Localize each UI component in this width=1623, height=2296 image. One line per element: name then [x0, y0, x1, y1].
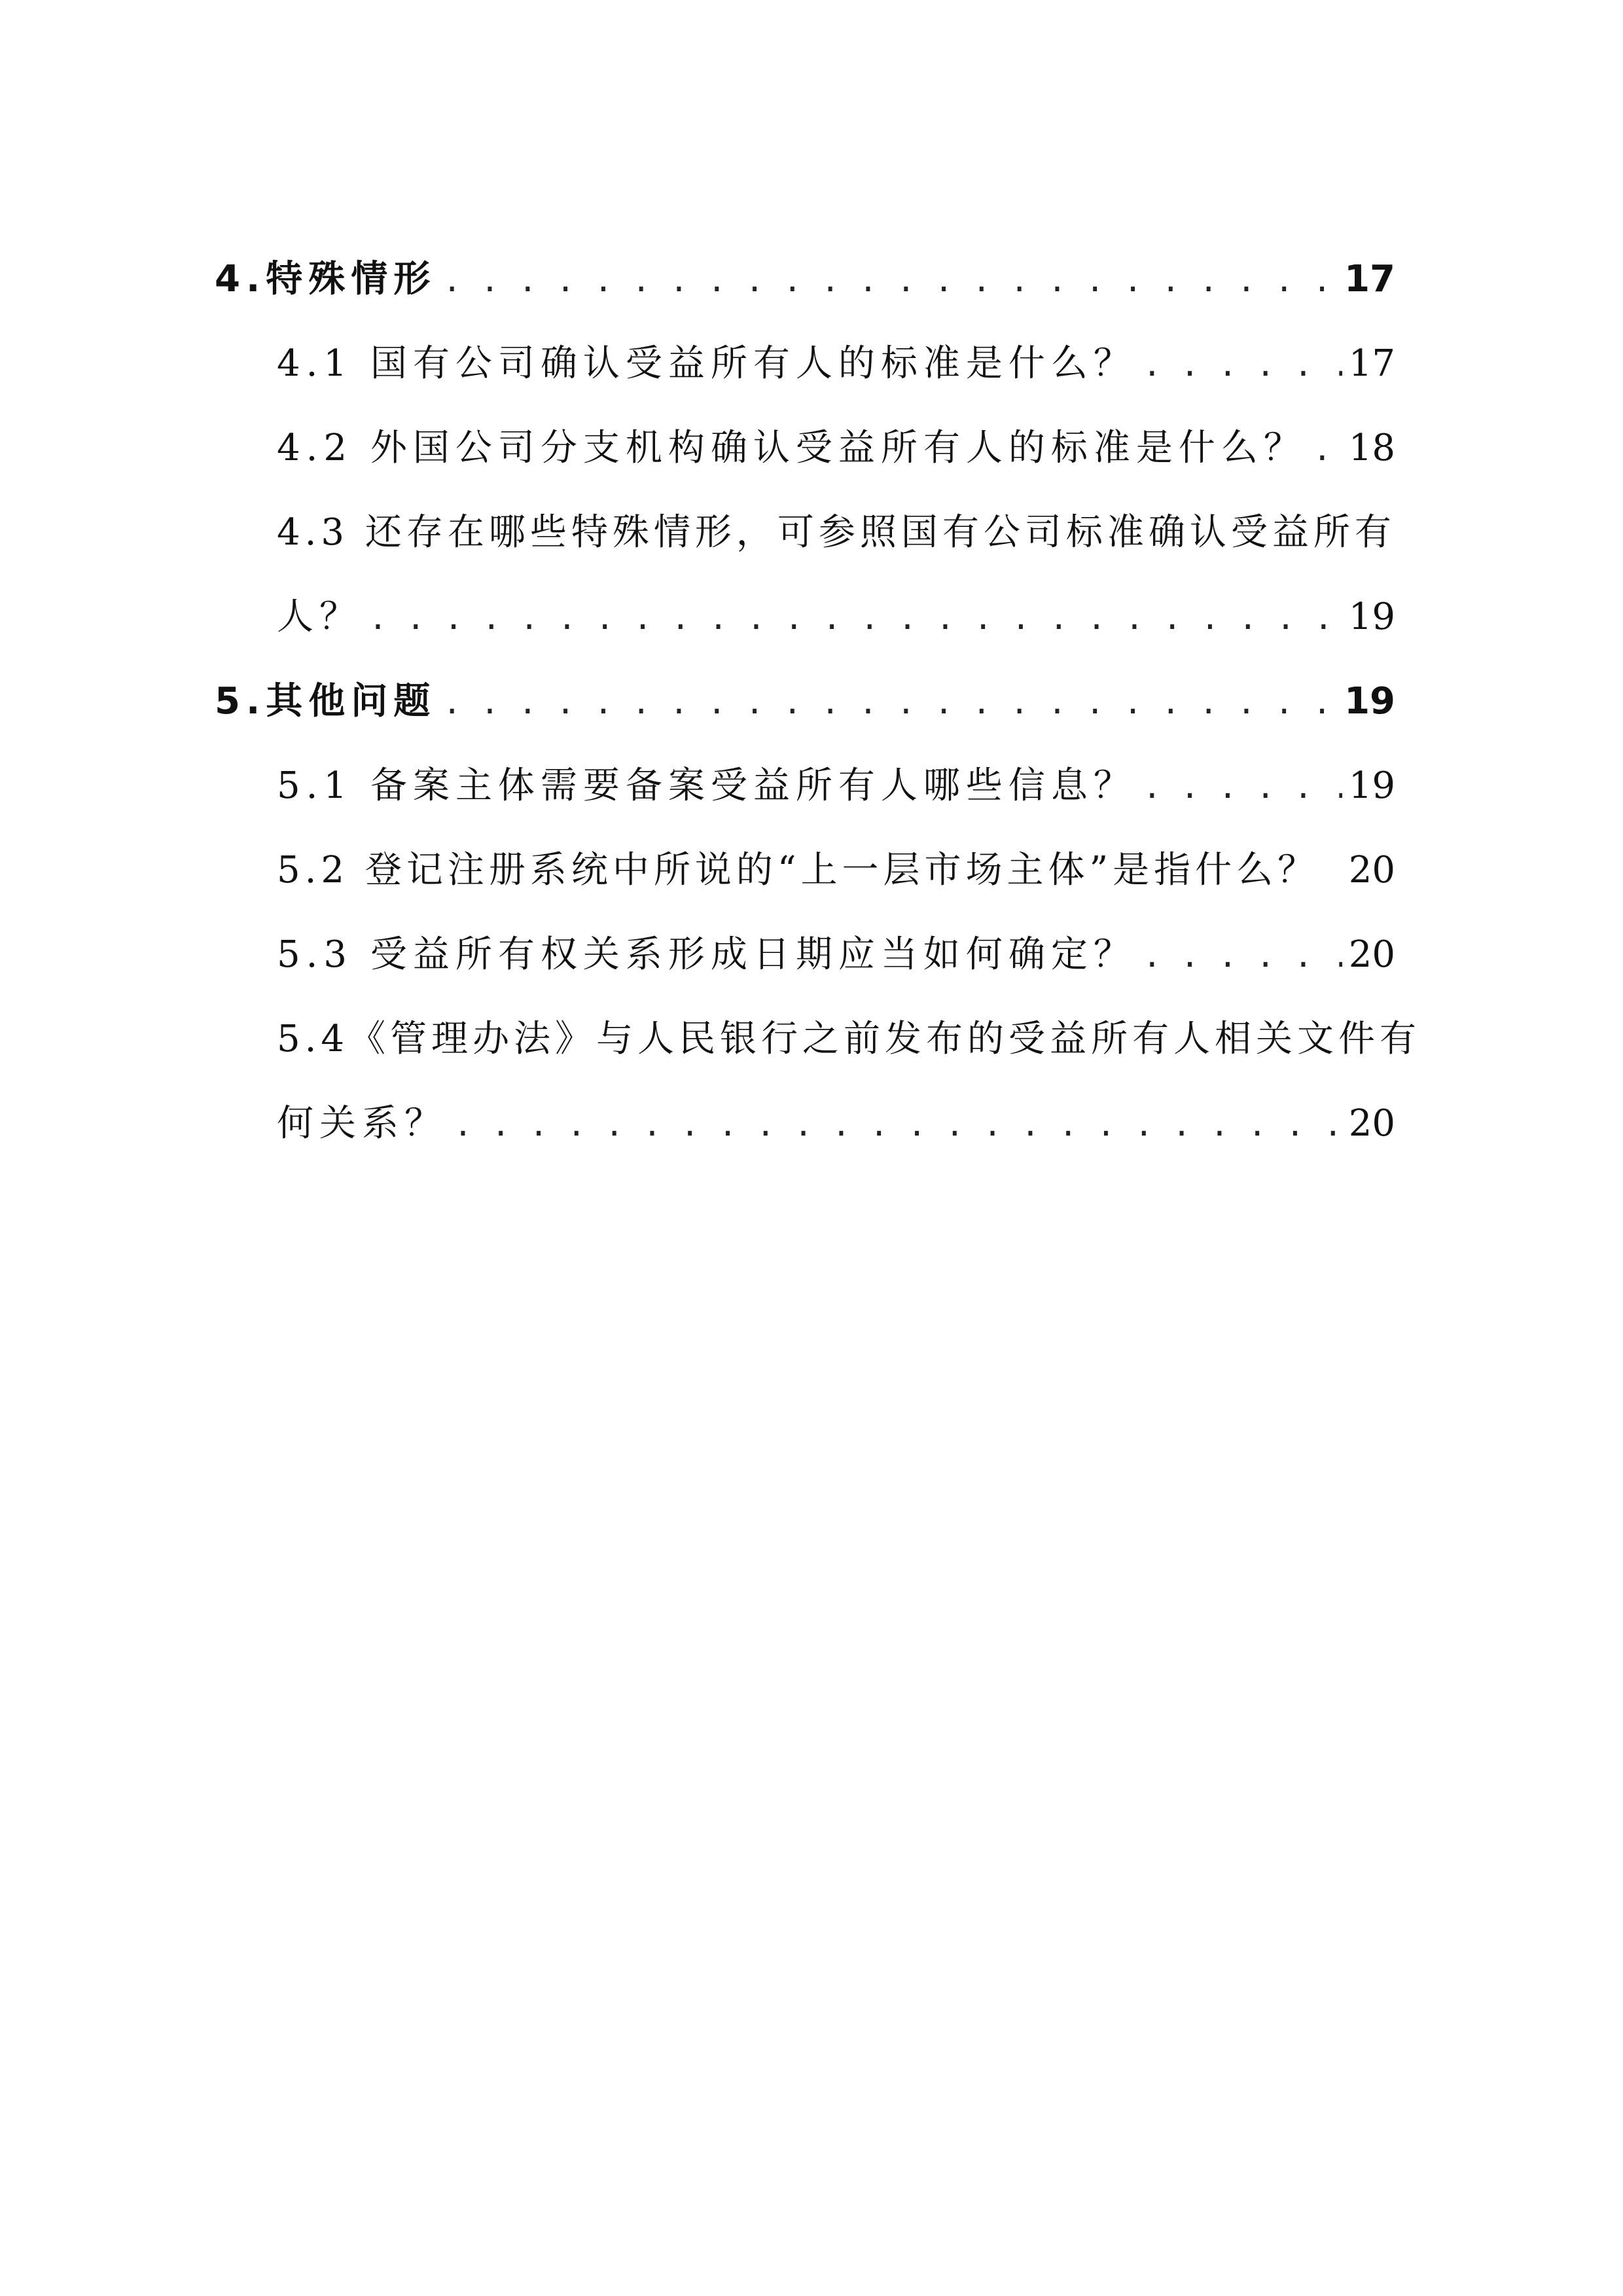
toc-dot-leader	[368, 577, 1342, 661]
toc-entry-5-4-line2[interactable]	[215, 1081, 1395, 1166]
toc-page-number: 17	[1348, 342, 1395, 385]
toc-dot-leader	[454, 1083, 1342, 1168]
toc-dot-leader	[1143, 914, 1342, 999]
toc-entry-title: 4.2 外国公司分支机构确认受益所有人的标准是什么？	[277, 427, 1306, 469]
toc-page-number: 19	[1348, 764, 1395, 807]
toc-dot-leader	[442, 239, 1338, 323]
toc-entry-5-3[interactable]	[215, 912, 1395, 997]
toc-entry-5-1[interactable]	[215, 744, 1395, 828]
toc-entry-4-1[interactable]	[215, 321, 1395, 406]
toc-entry-4-3-line2[interactable]	[215, 575, 1395, 659]
toc-entry-title: 5.3 受益所有权关系形成日期应当如何确定？	[277, 933, 1136, 976]
toc-entry-title: 5.2 登记注册系统中所说的“上一层市场主体”是指什么？	[277, 849, 1319, 891]
table-of-contents	[215, 237, 1421, 1166]
toc-entry-title: 4.特殊情形	[215, 258, 437, 300]
toc-entry-title: 5.1 备案主体需要备案受益所有人哪些信息？	[277, 764, 1136, 807]
toc-page-number: 19	[1348, 596, 1395, 638]
toc-page-number: 17	[1344, 258, 1395, 300]
toc-entry-title-continued: 人？	[277, 596, 362, 638]
toc-entry-4-2[interactable]	[215, 406, 1395, 490]
toc-dot-leader	[1143, 323, 1342, 408]
toc-entry-section-4[interactable]	[215, 237, 1395, 321]
toc-entry-title-continued: 何关系？	[277, 1102, 447, 1145]
toc-page-number: 19	[1344, 680, 1395, 723]
toc-page-number: 20	[1348, 933, 1395, 976]
toc-page-number: 18	[1348, 427, 1395, 469]
toc-entry-title: 4.1 国有公司确认受益所有人的标准是什么？	[277, 342, 1136, 385]
toc-dot-leader	[442, 661, 1338, 745]
toc-page-number: 20	[1348, 1102, 1395, 1145]
toc-entry-4-3-line1[interactable]	[215, 490, 1395, 575]
toc-dot-leader	[1143, 745, 1342, 830]
toc-entry-title: 5.其他问题	[215, 680, 437, 723]
toc-entry-5-2[interactable]	[215, 828, 1395, 912]
toc-page-number: 20	[1348, 849, 1395, 891]
toc-entry-5-4-line1[interactable]	[215, 997, 1421, 1081]
toc-entry-section-5[interactable]	[215, 659, 1395, 744]
toc-entry-title: 4.3 还存在哪些特殊情形，可参照国有公司标准确认受益所有	[277, 511, 1396, 554]
toc-dot-leader	[1313, 408, 1342, 492]
toc-entry-title: 5.4《管理办法》与人民银行之前发布的受益所有人相关文件有	[277, 1018, 1421, 1060]
